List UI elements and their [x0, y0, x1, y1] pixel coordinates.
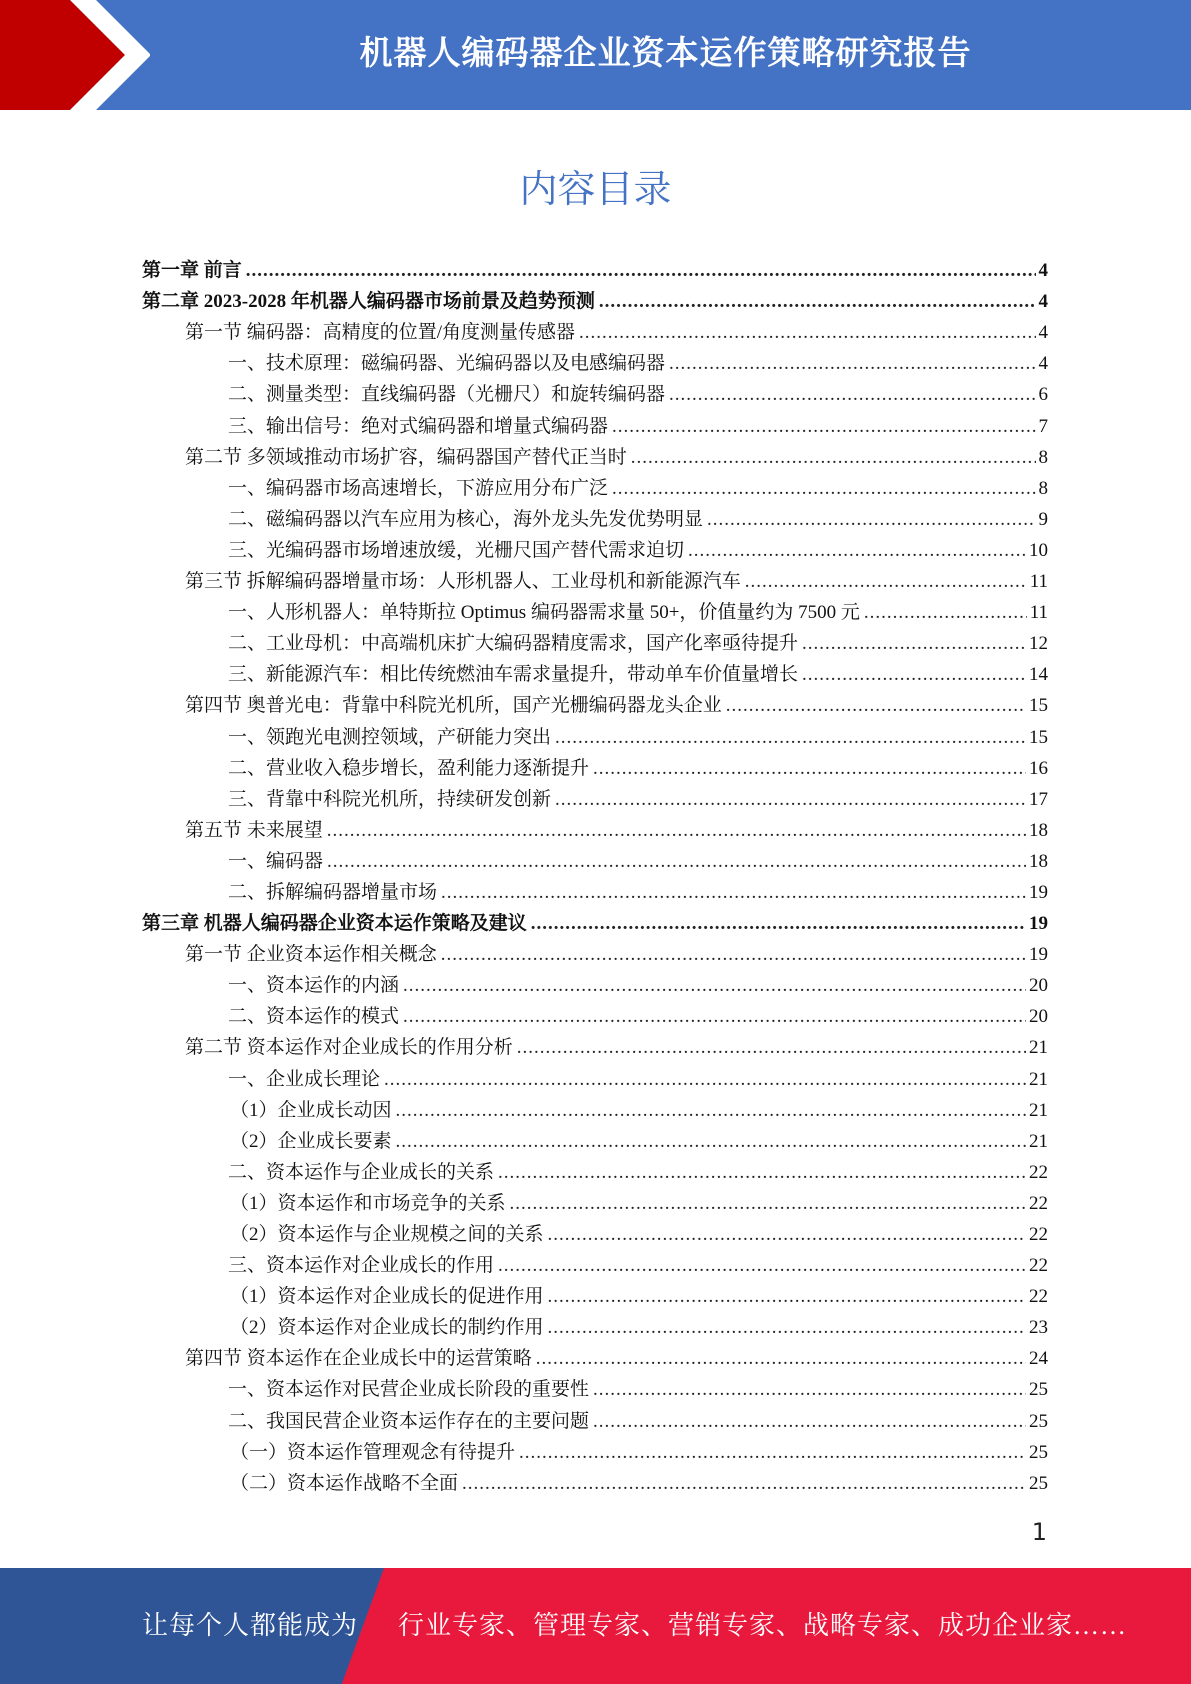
- toc-entry[interactable]: [142, 1248, 1048, 1279]
- toc-entry-page: 8: [1038, 446, 1048, 468]
- toc-entry-title: （1）企业成长动因: [230, 1099, 392, 1121]
- toc-entry[interactable]: [142, 1155, 1048, 1186]
- toc-entry-title: 二、工业母机：中高端机床扩大编码器精度需求，国产化率亟待提升: [228, 633, 799, 655]
- toc-entry-title: 三、输出信号：绝对式编码器和增量式编码器: [228, 415, 609, 437]
- page-number: 1: [1031, 1518, 1047, 1546]
- toc-entry[interactable]: [142, 595, 1048, 626]
- toc-entry-page: 23: [1029, 1317, 1048, 1339]
- toc-entry[interactable]: [142, 1310, 1048, 1341]
- toc-entry-title: 一、资本运作的内涵: [228, 975, 400, 997]
- toc-dot-leader: [246, 258, 1036, 284]
- toc-entry-page: 18: [1029, 850, 1048, 872]
- footer-slogan-right: 行业专家、管理专家、营销专家、战略专家、成功企业家……: [398, 1611, 1128, 1640]
- toc-entry-page: 18: [1029, 819, 1048, 841]
- toc-entry[interactable]: [142, 315, 1048, 346]
- toc-entry-page: 12: [1029, 633, 1048, 655]
- toc-entry[interactable]: [142, 471, 1048, 502]
- toc-entry-title: 第二章 2023-2028 年机器人编码器市场前景及趋势预测: [142, 291, 595, 313]
- toc-entry-title: 第四节 资本运作在企业成长中的运营策略: [185, 1348, 532, 1370]
- toc-dot-leader: [579, 320, 1035, 346]
- toc-dot-leader: [548, 1284, 1026, 1310]
- toc-entry-page: 25: [1029, 1410, 1048, 1432]
- toc-entry-title: （二）资本运作战略不全面: [230, 1472, 459, 1494]
- toc-entry-title: 第五节 未来展望: [185, 819, 323, 841]
- toc-dot-leader: [688, 538, 1026, 564]
- toc-dot-leader: [612, 476, 1035, 502]
- toc-entry[interactable]: [142, 1279, 1048, 1310]
- toc-entry-title: 一、资本运作对民营企业成长阶段的重要性: [228, 1379, 590, 1401]
- toc-entry[interactable]: [142, 1061, 1048, 1092]
- toc-dot-leader: [403, 973, 1026, 999]
- toc-entry[interactable]: [142, 751, 1048, 782]
- toc-entry-page: 4: [1038, 291, 1048, 313]
- toc-entry-title: 二、资本运作与企业成长的关系: [228, 1161, 495, 1183]
- toc-dot-leader: [593, 1377, 1026, 1403]
- toc-dot-leader: [396, 1098, 1026, 1124]
- toc-dot-leader: [593, 756, 1026, 782]
- toc-entry-title: 一、领跑光电测控领域，产研能力突出: [228, 726, 552, 748]
- toc-dot-leader: [802, 662, 1026, 688]
- toc-entry-title: （2）资本运作对企业成长的制约作用: [230, 1317, 544, 1339]
- toc-entry-page: 17: [1029, 788, 1048, 810]
- toc-entry[interactable]: [142, 999, 1048, 1030]
- toc-dot-leader: [707, 507, 1035, 533]
- toc-entry[interactable]: [142, 688, 1048, 719]
- toc-dot-leader: [498, 1253, 1026, 1279]
- toc-dot-leader: [593, 1409, 1026, 1435]
- toc-entry-title: 第一节 编码器：高精度的位置/角度测量传感器: [185, 322, 576, 344]
- toc-entry[interactable]: [142, 377, 1048, 408]
- toc-entry-title: （2）企业成长要素: [230, 1130, 392, 1152]
- toc-entry[interactable]: [142, 408, 1048, 439]
- toc-entry-title: 一、技术原理：磁编码器、光编码器以及电感编码器: [228, 353, 666, 375]
- toc-entry-page: 9: [1038, 508, 1048, 530]
- toc-dot-leader: [669, 351, 1035, 377]
- toc-entry-page: 10: [1029, 539, 1048, 561]
- toc-dot-leader: [536, 1346, 1026, 1372]
- toc-entry-title: 二、我国民营企业资本运作存在的主要问题: [228, 1410, 590, 1432]
- toc-dot-leader: [327, 818, 1026, 844]
- toc-entry[interactable]: [142, 564, 1048, 595]
- toc-entry-page: 20: [1029, 1006, 1048, 1028]
- toc-dot-leader: [745, 569, 1027, 595]
- toc-entry-page: 25: [1029, 1441, 1048, 1463]
- toc-entry-page: 21: [1029, 1099, 1048, 1121]
- toc-entry-page: 19: [1029, 944, 1048, 966]
- toc-entry[interactable]: [142, 284, 1048, 315]
- toc-entry-page: 4: [1038, 260, 1048, 282]
- toc-entry[interactable]: [142, 1403, 1048, 1434]
- toc-entry-page: 22: [1029, 1161, 1048, 1183]
- toc-dot-leader: [555, 787, 1026, 813]
- report-title: 机器人编码器企业资本运作策略研究报告: [359, 33, 972, 72]
- toc-dot-leader: [599, 289, 1036, 315]
- toc-entry-title: 第三章 机器人编码器企业资本运作策略及建议: [142, 913, 527, 935]
- toc-entry[interactable]: [142, 813, 1048, 844]
- toc-entry-title: （2）资本运作与企业规模之间的关系: [230, 1224, 544, 1245]
- toc-entry[interactable]: [142, 1341, 1048, 1372]
- toc-entry[interactable]: [142, 968, 1048, 999]
- toc-entry-title: 一、编码器市场高速增长，下游应用分布广泛: [228, 477, 609, 499]
- toc-entry-title: （1）资本运作对企业成长的促进作用: [230, 1286, 544, 1308]
- toc-entry-title: 第三节 拆解编码器增量市场：人形机器人、工业母机和新能源汽车: [185, 571, 741, 593]
- toc-entry-title: 第二节 资本运作对企业成长的作用分析: [185, 1037, 513, 1059]
- toc-entry-page: 4: [1038, 353, 1048, 375]
- toc-entry-page: 25: [1029, 1472, 1048, 1494]
- toc-dot-leader: [519, 1440, 1026, 1466]
- toc-dot-leader: [726, 693, 1026, 719]
- toc-entry[interactable]: [142, 657, 1048, 688]
- footer-slogan-left: 让每个人都能成为: [142, 1611, 359, 1640]
- toc-entry-page: 22: [1029, 1255, 1048, 1277]
- toc-entry-title: 一、企业成长理论: [228, 1068, 381, 1090]
- toc-entry[interactable]: [142, 346, 1048, 377]
- toc-dot-leader: [669, 382, 1035, 408]
- toc-entry[interactable]: [142, 1186, 1048, 1217]
- toc-entry-title: 一、人形机器人：单特斯拉 Optimus 编码器需求量 50+，价值量约为 7500 元: [228, 602, 860, 624]
- toc-dot-leader: [441, 942, 1026, 968]
- toc-dot-leader: [612, 414, 1035, 440]
- toc-entry-page: 21: [1029, 1068, 1048, 1090]
- toc-entry-page: 19: [1029, 881, 1048, 903]
- toc-entry[interactable]: [142, 782, 1048, 813]
- toc-entry[interactable]: [142, 844, 1048, 875]
- toc-entry-page: 21: [1029, 1130, 1048, 1152]
- toc-entry[interactable]: [142, 906, 1048, 937]
- toc-entry-title: 三、新能源汽车：相比传统燃油车需求量提升，带动单车价值量增长: [228, 664, 799, 686]
- toc-dot-leader: [510, 1191, 1026, 1217]
- toc-entry[interactable]: [142, 875, 1048, 906]
- toc-dot-leader: [403, 1004, 1026, 1030]
- toc-entry-title: 二、拆解编码器增量市场: [228, 881, 438, 903]
- toc-entry[interactable]: [142, 1372, 1048, 1403]
- toc-dot-leader: [802, 631, 1026, 657]
- toc-entry-page: 11: [1029, 571, 1048, 593]
- toc-entry[interactable]: [142, 1124, 1048, 1155]
- toc-dot-leader: [441, 880, 1026, 906]
- toc-entry[interactable]: [142, 937, 1048, 968]
- toc-entry-page: 22: [1029, 1286, 1048, 1308]
- toc-dot-leader: [864, 600, 1027, 626]
- toc-entry[interactable]: [142, 719, 1048, 750]
- toc-dot-leader: [555, 725, 1026, 751]
- toc-dot-leader: [548, 1315, 1026, 1341]
- toc-entry[interactable]: [142, 1435, 1048, 1466]
- toc-dot-leader: [327, 849, 1026, 875]
- toc-entry-title: 二、测量类型：直线编码器（光栅尺）和旋转编码器: [228, 384, 666, 406]
- toc-entry-page: 25: [1029, 1379, 1048, 1401]
- toc-list: [142, 253, 1048, 1497]
- toc-entry-page: 16: [1029, 757, 1048, 779]
- toc-entry-title: 三、背靠中科院光机所，持续研发创新: [228, 788, 552, 810]
- toc-entry-page: 4: [1038, 322, 1048, 344]
- footer-banner: [0, 1568, 1191, 1684]
- toc-heading: 内容目录: [519, 169, 672, 211]
- toc-entry-title: 第二节 多领域推动市场扩容，编码器国产替代正当时: [185, 446, 627, 468]
- toc-entry-page: 19: [1029, 913, 1048, 935]
- toc-entry-page: 7: [1038, 415, 1048, 437]
- header-banner: [0, 0, 1191, 110]
- toc-dot-leader: [631, 445, 1036, 471]
- toc-entry-title: 三、光编码器市场增速放缓，光栅尺国产替代需求迫切: [228, 539, 685, 561]
- toc-entry[interactable]: [142, 1466, 1048, 1497]
- toc-entry-title: 一、编码器: [228, 850, 324, 872]
- header-arrow-icon: [0, 0, 150, 110]
- toc-entry-page: 15: [1029, 695, 1048, 717]
- toc-dot-leader: [462, 1471, 1026, 1497]
- toc-entry[interactable]: [142, 1093, 1048, 1124]
- toc-entry-page: 24: [1029, 1348, 1048, 1370]
- toc-entry-title: 第一章 前言: [142, 260, 242, 282]
- toc-entry-page: 21: [1029, 1037, 1048, 1059]
- toc-entry-title: 第四节 奥普光电：背靠中科院光机所，国产光栅编码器龙头企业: [185, 695, 722, 717]
- toc-entry-page: 15: [1029, 726, 1048, 748]
- toc-entry[interactable]: [142, 440, 1048, 471]
- toc-entry-title: 第一节 企业资本运作相关概念: [185, 944, 437, 966]
- toc-entry-title: （一）资本运作管理观念有待提升: [230, 1441, 516, 1463]
- toc-entry-page: 20: [1029, 975, 1048, 997]
- toc-entry[interactable]: [142, 1217, 1048, 1248]
- toc-entry-page: 11: [1029, 602, 1048, 624]
- toc-entry-page: 8: [1038, 477, 1048, 499]
- toc-entry-title: 二、营业收入稳步增长，盈利能力逐渐提升: [228, 757, 590, 779]
- toc-entry-title: 二、磁编码器以汽车应用为核心，海外龙头先发优势明显: [228, 508, 704, 530]
- toc-dot-leader: [384, 1067, 1026, 1093]
- toc-dot-leader: [396, 1129, 1026, 1155]
- toc-entry[interactable]: [142, 1030, 1048, 1061]
- toc-dot-leader: [548, 1222, 1026, 1248]
- toc-entry[interactable]: [142, 533, 1048, 564]
- toc-entry[interactable]: [142, 253, 1048, 284]
- toc-entry-page: 14: [1029, 664, 1048, 686]
- toc-entry[interactable]: [142, 502, 1048, 533]
- toc-dot-leader: [531, 911, 1026, 937]
- toc-entry-page: 6: [1038, 384, 1048, 406]
- toc-entry[interactable]: [142, 626, 1048, 657]
- toc-entry-title: 三、资本运作对企业成长的作用: [228, 1255, 495, 1277]
- toc-entry-title: 二、资本运作的模式: [228, 1006, 400, 1028]
- toc-entry-page: 22: [1029, 1192, 1048, 1214]
- toc-dot-leader: [498, 1160, 1026, 1186]
- toc-entry-title: （1）资本运作和市场竞争的关系: [230, 1192, 506, 1214]
- toc-dot-leader: [517, 1035, 1026, 1061]
- toc-entry-page: 22: [1029, 1224, 1048, 1245]
